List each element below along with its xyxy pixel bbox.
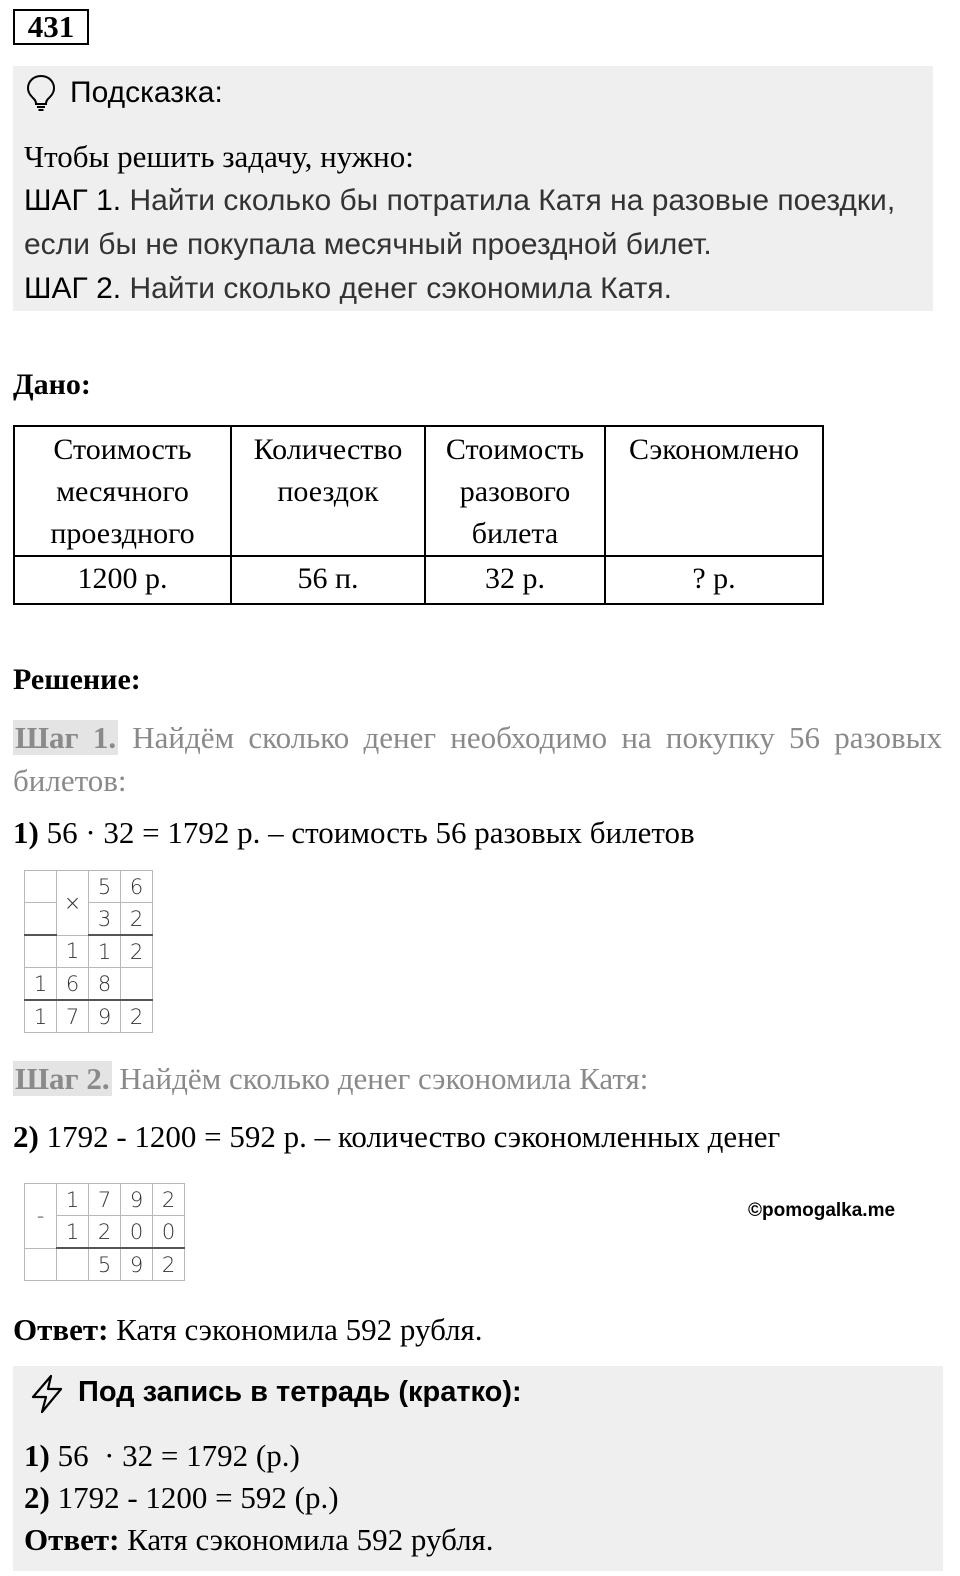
calculation-2	[13, 1119, 780, 1155]
grid-cell: 9	[89, 1000, 121, 1033]
grid-cell: 2	[153, 1184, 185, 1216]
grid-cell: 1	[57, 1216, 89, 1249]
notebook-line-2	[24, 1480, 339, 1516]
grid-cell: 0	[121, 1216, 153, 1249]
hint-intro: Чтобы решить задачу, нужно:	[24, 139, 414, 174]
calculation-2-number: 2)	[13, 1119, 39, 1154]
notebook-title: Под запись в тетрадь (кратко):	[78, 1376, 522, 1408]
step-2-description	[13, 1061, 648, 1097]
given-value-cell: 1200 р.	[14, 556, 231, 604]
hint-step-2	[24, 267, 929, 311]
task-number: 431	[13, 9, 89, 45]
notebook-answer-text: Катя сэкономила 592 рубля.	[119, 1522, 494, 1557]
grid-cell: 1	[89, 935, 121, 968]
column-multiplication-grid	[24, 870, 153, 1033]
grid-cell: 7	[89, 1184, 121, 1216]
hint-step-2-text: Найти сколько денег сэкономила Катя.	[121, 272, 672, 305]
watermark: ©pomogalka.me	[748, 1200, 896, 1221]
notebook-box	[13, 1366, 943, 1571]
grid-cell: 2	[121, 903, 153, 936]
given-table-header-row	[14, 426, 823, 556]
grid-cell: ×	[57, 871, 89, 936]
grid-cell	[25, 871, 57, 903]
notebook-answer-label: Ответ:	[24, 1522, 120, 1557]
grid-cell: -	[25, 1184, 57, 1249]
given-value-cell: 32 р.	[425, 556, 605, 604]
step-2-text: Найдём сколько денег сэкономила Катя:	[111, 1061, 649, 1096]
grid-row	[25, 968, 153, 1001]
given-value-cell: ? р.	[605, 556, 823, 604]
step-2-label: Шаг 2.	[15, 1061, 110, 1096]
grid-cell: 6	[57, 968, 89, 1001]
grid-cell	[57, 1248, 89, 1281]
grid-cell	[25, 1248, 57, 1281]
notebook-line-2-text: 1792 - 1200 = 592 (р.)	[49, 1480, 339, 1515]
answer	[13, 1312, 483, 1348]
grid-cell: 2	[121, 935, 153, 968]
solution-label: Решение:	[13, 663, 141, 696]
hint-title: Подсказка:	[70, 76, 223, 109]
grid-cell: 2	[153, 1248, 185, 1281]
answer-label: Ответ:	[13, 1312, 109, 1347]
grid-cell: 5	[89, 1248, 121, 1281]
grid-cell: 1	[25, 968, 57, 1001]
hint-step-1-text: Найти сколько бы потратила Катя на разовые поездки, если бы не покупала месячный проездной билет.	[24, 184, 896, 261]
grid-cell: 2	[89, 1216, 121, 1249]
calculation-1-number: 1)	[13, 815, 39, 850]
grid-cell: 9	[121, 1248, 153, 1281]
given-table	[13, 425, 824, 605]
grid-cell: 8	[89, 968, 121, 1001]
given-header-cell: Стоимость разового билета	[425, 426, 605, 556]
grid-cell: 0	[153, 1216, 185, 1249]
grid-cell: 1	[25, 1000, 57, 1033]
grid-cell: 7	[57, 1000, 89, 1033]
grid-row	[25, 935, 153, 968]
grid-row	[25, 903, 153, 936]
grid-cell: 3	[89, 903, 121, 936]
hint-box	[13, 66, 933, 311]
given-value-cell: 56 п.	[231, 556, 425, 604]
notebook-line-1-number: 1)	[24, 1438, 50, 1473]
column-subtraction-grid	[24, 1183, 185, 1281]
grid-row	[25, 871, 153, 903]
calculation-1-text: 56 · 32 = 1792 р. – стоимость 56 разовых билетов	[38, 815, 695, 850]
notebook-line-1-text: 56 · 32 = 1792 (р.)	[49, 1438, 300, 1473]
grid-cell: 5	[89, 871, 121, 903]
grid-cell	[121, 968, 153, 1001]
grid-cell: 2	[121, 1000, 153, 1033]
given-label: Дано:	[13, 368, 91, 401]
step-1-description	[13, 716, 942, 802]
given-header-cell: Количество поездок	[231, 426, 425, 556]
given-header-cell: Сэкономлено	[605, 426, 823, 556]
answer-text: Катя сэкономила 592 рубля.	[108, 1312, 483, 1347]
calculation-2-text: 1792 - 1200 = 592 р. – количество сэкономленных денег	[38, 1119, 781, 1154]
lightning-icon	[27, 1374, 67, 1414]
given-header-cell: Стоимость месячного проездного	[14, 426, 231, 556]
hint-step-1	[24, 179, 929, 267]
calculation-1	[13, 815, 695, 851]
hint-step-1-label: ШАГ 1.	[24, 184, 122, 217]
given-table-value-row	[14, 556, 823, 604]
grid-cell	[25, 935, 57, 968]
grid-row	[25, 1000, 153, 1033]
grid-row	[25, 1184, 185, 1216]
hint-step-2-label: ШАГ 2.	[24, 272, 122, 305]
step-1-label: Шаг 1.	[15, 720, 117, 755]
notebook-line-1	[24, 1438, 300, 1474]
grid-cell: 9	[121, 1184, 153, 1216]
lightbulb-icon	[26, 74, 56, 112]
grid-cell	[25, 903, 57, 936]
grid-cell: 6	[121, 871, 153, 903]
grid-cell: 1	[57, 935, 89, 968]
notebook-line-2-number: 2)	[24, 1480, 50, 1515]
notebook-answer	[24, 1522, 494, 1558]
step-1-text: Найдём сколько денег необходимо на покупку 56 разовых билетов:	[13, 720, 942, 798]
grid-row	[25, 1248, 185, 1281]
grid-cell: 1	[57, 1184, 89, 1216]
